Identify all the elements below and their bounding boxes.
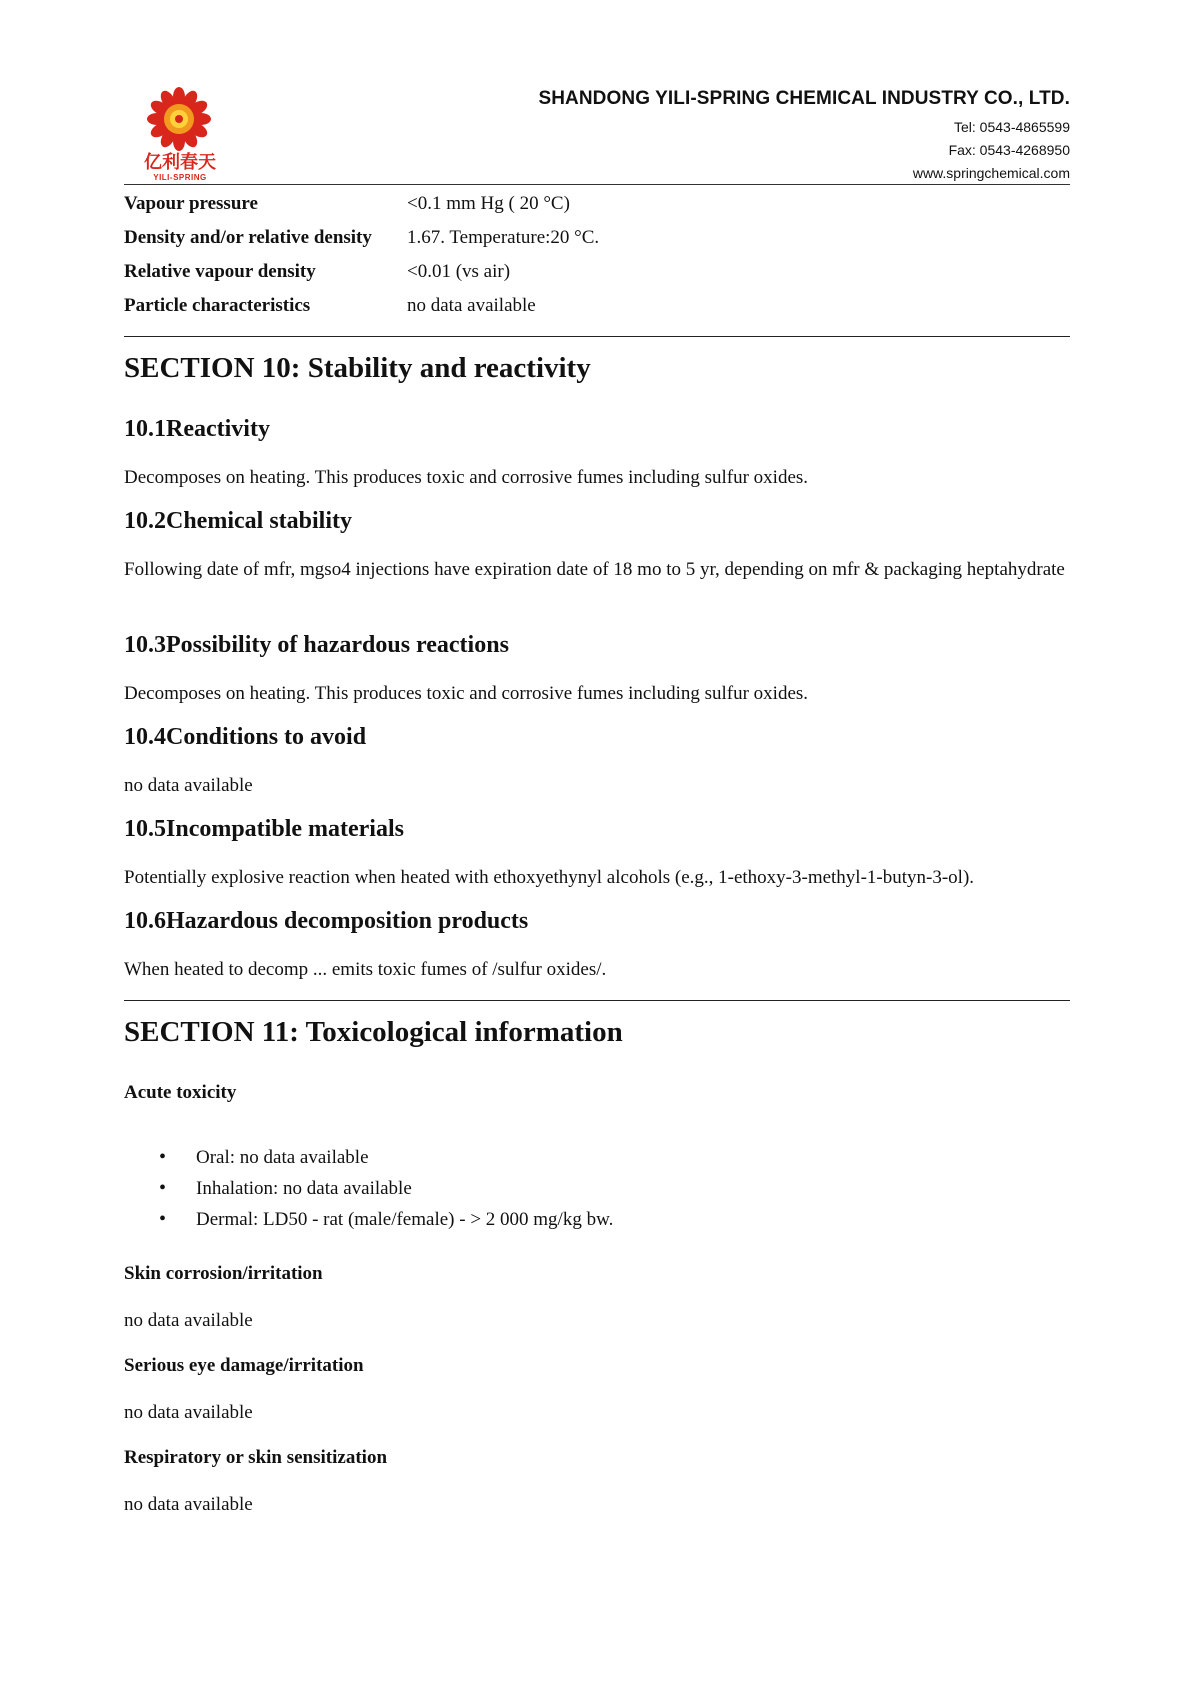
subsection-heading: 10.2Chemical stability	[124, 508, 352, 534]
table-row	[124, 221, 1070, 255]
property-value: 1.67. Temperature:20 °C.	[407, 227, 600, 248]
eye-damage-text: no data available	[124, 1402, 253, 1423]
company-fax: Fax: 0543-4268950	[948, 142, 1070, 158]
page-header	[124, 78, 1070, 185]
acute-toxicity-list	[124, 1142, 613, 1235]
subsection-heading: 10.3Possibility of hazardous reactions	[124, 632, 509, 658]
company-name: SHANDONG YILI-SPRING CHEMICAL INDUSTRY CO., LTD.	[538, 88, 1070, 109]
physical-properties-table	[124, 187, 1070, 323]
table-row	[124, 187, 1070, 221]
logo-text-cn: 亿利春天	[144, 152, 216, 173]
list-item: • Inhalation: no data available	[124, 1173, 613, 1204]
property-value: <0.01 (vs air)	[407, 261, 511, 282]
subsection-heading: 10.5Incompatible materials	[124, 816, 404, 842]
table-row	[124, 289, 1070, 323]
subsection-text: When heated to decomp ... emits toxic fumes of /sulfur oxides/.	[124, 959, 607, 980]
subsection-text: Decomposes on heating. This produces toxic and corrosive fumes including sulfur oxides.	[124, 683, 809, 704]
subsection-heading: 10.6Hazardous decomposition products	[124, 908, 529, 934]
sensitization-text: no data available	[124, 1494, 253, 1515]
acute-toxicity-label: Acute toxicity	[124, 1082, 237, 1103]
property-value: no data available	[407, 295, 536, 316]
section-11-title: SECTION 11: Toxicological information	[124, 1016, 623, 1048]
property-key: Particle characteristics	[124, 295, 311, 316]
subsection-heading: 10.1Reactivity	[124, 416, 270, 442]
company-info	[538, 88, 1070, 185]
table-row	[124, 255, 1070, 289]
subsection-text: Potentially explosive reaction when heated with ethoxyethynyl alcohols (e.g., 1-ethoxy-3-methyl-1-butyn-3-ol).	[124, 867, 975, 888]
skin-corrosion-label: Skin corrosion/irritation	[124, 1263, 323, 1284]
logo-text-en: YILI-SPRING	[153, 173, 207, 182]
property-value: <0.1 mm Hg ( 20 °C)	[407, 193, 570, 214]
section-divider	[124, 1000, 1070, 1001]
property-key: Relative vapour density	[124, 261, 316, 282]
subsection-heading: 10.4Conditions to avoid	[124, 724, 367, 750]
company-tel: Tel: 0543-4865599	[954, 119, 1070, 135]
company-logo	[138, 83, 220, 183]
subsection-text: no data available	[124, 775, 253, 796]
company-website[interactable]: www.springchemical.com	[912, 165, 1070, 181]
sensitization-label: Respiratory or skin sensitization	[124, 1447, 388, 1468]
skin-corrosion-text: no data available	[124, 1310, 253, 1331]
subsection-text: Following date of mfr, mgso4 injections have expiration date of 18 mo to 5 yr, depending on mfr & packaging heptahydrate	[124, 559, 1065, 580]
eye-damage-label: Serious eye damage/irritation	[124, 1355, 364, 1376]
list-item: • Dermal: LD50 - rat (male/female) - > 2 000 mg/kg bw.	[124, 1204, 613, 1235]
section-divider	[124, 336, 1070, 337]
property-key: Vapour pressure	[124, 193, 258, 214]
list-item: • Oral: no data available	[124, 1142, 613, 1173]
subsection-text: Decomposes on heating. This produces toxic and corrosive fumes including sulfur oxides.	[124, 467, 809, 488]
section-10-title: SECTION 10: Stability and reactivity	[124, 352, 591, 384]
property-key: Density and/or relative density	[124, 227, 372, 248]
